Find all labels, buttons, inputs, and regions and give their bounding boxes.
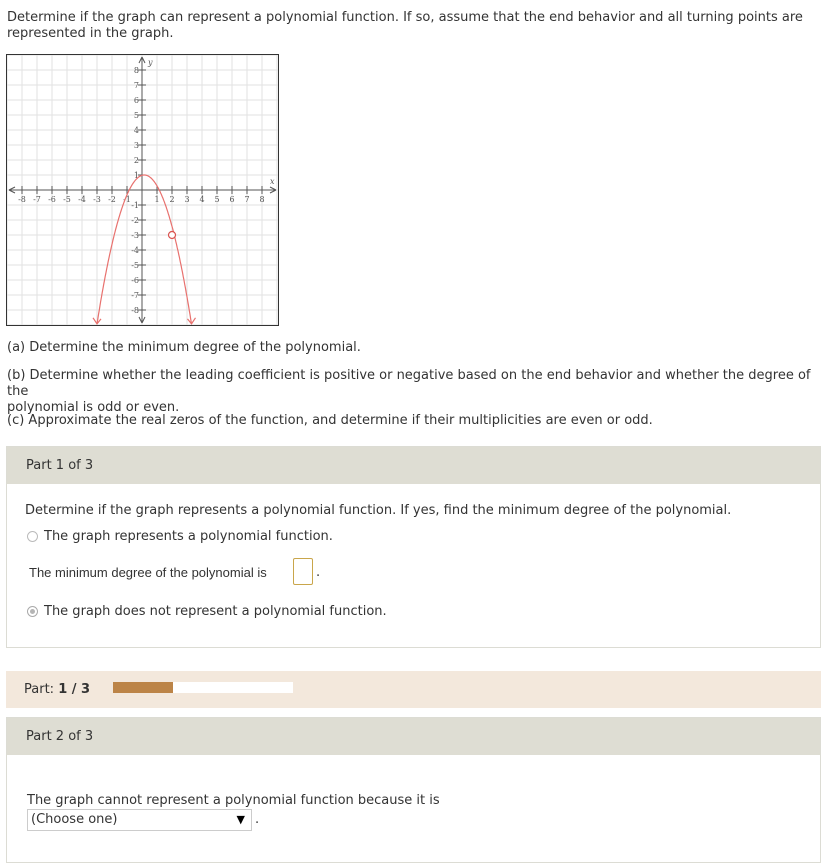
min-degree-label: The minimum degree of the polynomial is — [29, 565, 267, 580]
part2-header: Part 2 of 3 — [7, 718, 820, 755]
x-tick-label: 7 — [244, 195, 250, 204]
question-c: (c) Approximate the real zeros of the function, and determine if their multiplicities are even or odd. — [7, 413, 653, 428]
x-tick-label: 6 — [229, 195, 235, 204]
question-b-line1: (b) Determine whether the leading coefficient is positive or negative based on the end behavior and whether the degree of the — [7, 368, 811, 399]
reason-select[interactable] — [27, 809, 252, 831]
x-tick-label: 8 — [259, 195, 265, 204]
y-tick-label: -8 — [131, 306, 139, 315]
y-axis-label: y — [148, 58, 153, 67]
part1-header: Part 1 of 3 — [7, 447, 820, 484]
question-b-line2: polynomial is odd or even. — [7, 400, 180, 415]
x-tick-label: -6 — [48, 195, 56, 204]
y-tick-label: -1 — [131, 201, 139, 210]
x-tick-label: -1 — [123, 195, 131, 204]
y-tick-label: 5 — [133, 111, 139, 120]
x-tick-label: 3 — [184, 195, 190, 204]
progress-bar-fill — [113, 682, 173, 693]
progress-value: 1 / 3 — [58, 682, 91, 697]
y-tick-label: 7 — [133, 81, 139, 90]
y-tick-label: 3 — [133, 141, 139, 150]
y-tick-label: -3 — [131, 231, 139, 240]
y-tick-label: 6 — [133, 96, 139, 105]
y-tick-label: 1 — [133, 171, 139, 180]
x-tick-label: 1 — [154, 195, 160, 204]
option-polynomial-no-label[interactable]: The graph does not represent a polynomial function. — [44, 604, 387, 619]
y-tick-label: -7 — [131, 291, 139, 300]
problem-statement — [7, 10, 807, 42]
option-polynomial-yes-label[interactable]: The graph represents a polynomial function. — [44, 529, 333, 544]
problem-statement-line2: represented in the graph. — [7, 26, 174, 41]
part2-prompt: The graph cannot represent a polynomial function because it is — [27, 793, 440, 808]
y-tick-label: -4 — [131, 246, 139, 255]
x-tick-label: -3 — [93, 195, 101, 204]
problem-statement-line1: Determine if the graph can represent a polynomial function. If so, assume that the end behavior and all turning points are — [7, 10, 803, 25]
y-tick-label: -2 — [131, 216, 139, 225]
y-tick-label: -6 — [131, 276, 139, 285]
min-degree-period: . — [316, 565, 321, 580]
progress-label-text: Part: — [24, 682, 55, 697]
min-degree-input[interactable] — [293, 558, 313, 585]
progress-panel — [6, 671, 821, 708]
graph — [6, 54, 279, 326]
radio-polynomial-yes[interactable] — [27, 531, 38, 542]
dropdown-arrow-icon: ▼ — [236, 813, 245, 826]
reason-select-value: (Choose one) — [31, 812, 118, 827]
x-axis-label: x — [270, 177, 275, 186]
x-tick-label: -7 — [33, 195, 41, 204]
y-tick-label: 4 — [133, 126, 139, 135]
y-tick-label: -5 — [131, 261, 139, 270]
x-tick-label: 5 — [214, 195, 220, 204]
x-tick-label: 4 — [199, 195, 205, 204]
progress-bar — [113, 682, 293, 693]
x-tick-label: -4 — [78, 195, 86, 204]
part1-prompt: Determine if the graph represents a polynomial function. If yes, find the minimum degree of the polynomial. — [25, 503, 732, 518]
graph-canvas — [7, 55, 278, 325]
y-tick-label: 8 — [133, 66, 139, 75]
x-tick-label: 2 — [169, 195, 175, 204]
x-tick-label: -5 — [63, 195, 71, 204]
x-tick-label: -2 — [108, 195, 116, 204]
x-tick-label: -8 — [18, 195, 26, 204]
question-a: (a) Determine the minimum degree of the polynomial. — [7, 340, 361, 355]
radio-polynomial-no[interactable] — [27, 606, 38, 617]
y-tick-label: 2 — [133, 156, 139, 165]
reason-period: . — [255, 812, 260, 827]
part2-panel — [6, 717, 821, 863]
progress-label — [24, 682, 90, 697]
open-point — [169, 232, 176, 239]
question-b — [7, 368, 817, 416]
